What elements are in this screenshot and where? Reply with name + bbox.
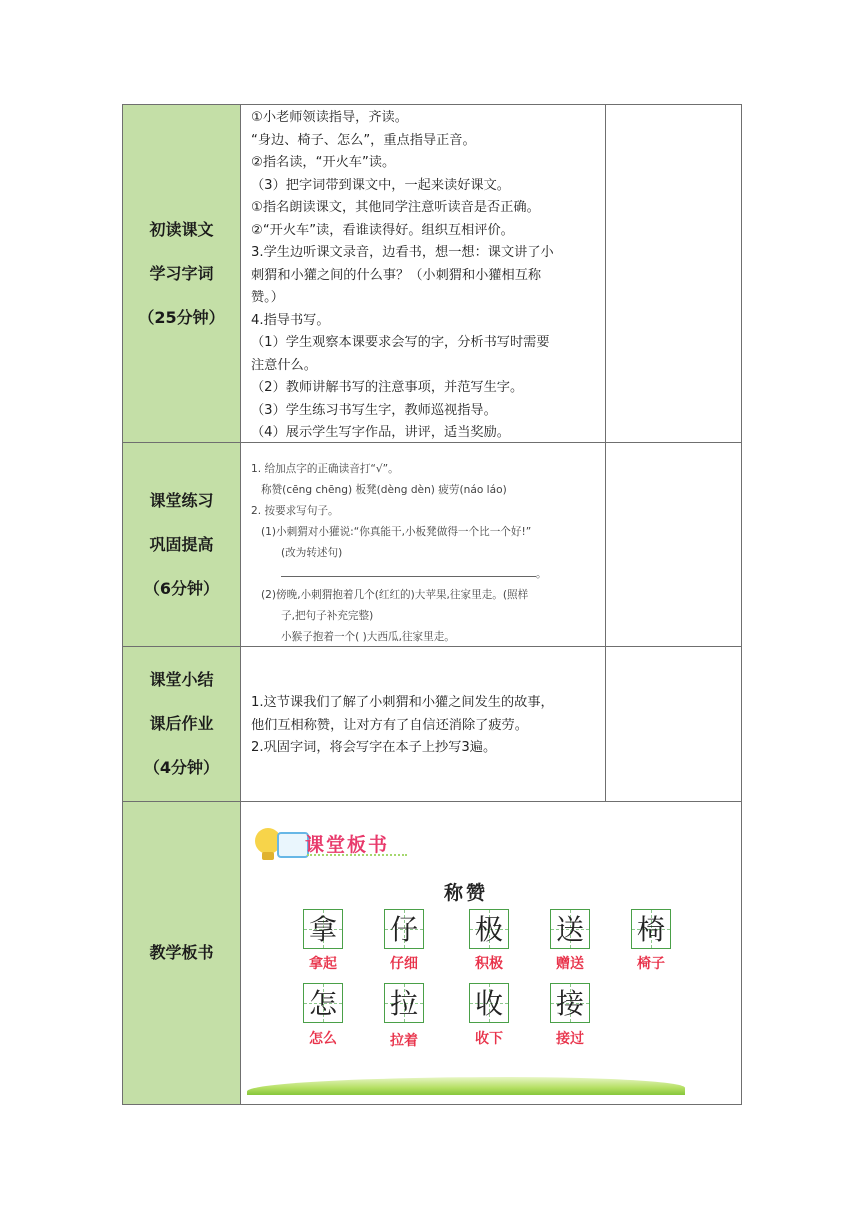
row-content	[241, 802, 741, 1104]
vocab-word: 接过	[556, 1031, 584, 1047]
exercise-question: 子,把句子补充完整)	[281, 610, 374, 622]
exercise-image	[251, 459, 547, 648]
lesson-plan-table	[122, 104, 742, 1105]
text-line: （4）展示学生写字作品，讲评，适当奖励。	[251, 425, 510, 440]
row-label	[123, 443, 241, 646]
board-title: 称赞	[443, 882, 488, 904]
exercise-question: 小猴子抱着一个( )大西瓜,往家里走。	[281, 631, 455, 643]
char-box: 极	[469, 909, 509, 949]
text-line: 注意什么。	[251, 357, 317, 373]
text-line: （3）学生练习书写生字，教师巡视指导。	[251, 402, 497, 418]
exercise-question: (1)小刺猬对小獾说:“你真能干,小板凳做得一个比一个好!”	[261, 526, 532, 538]
remark-cell	[605, 647, 741, 801]
row-content	[241, 105, 605, 442]
text-line: 他们互相称赞，让对方有了自信还消除了疲劳。	[251, 717, 528, 733]
exercise-question: 2. 按要求写句子。	[251, 505, 339, 517]
text-line: ①指名朗读课文，其他同学注意听读音是否正确。	[251, 200, 540, 215]
lightbulb-base-icon	[262, 852, 274, 860]
text-line: 4.指导书写。	[251, 312, 330, 328]
label-line: 课堂小结	[149, 670, 214, 689]
text-line: ①小老师领读指导，齐读。	[251, 110, 408, 125]
vocab-word: 积极	[475, 956, 503, 972]
label-line: 课堂练习	[149, 490, 214, 510]
char-box: 仔	[384, 909, 424, 949]
row-label	[123, 105, 241, 442]
row-content	[241, 647, 605, 801]
row-board	[123, 802, 741, 1104]
vocab-word: 怎么	[309, 1031, 337, 1047]
remark-cell	[605, 105, 741, 442]
exercise-question: 1. 给加点字的正确读音打“√”。	[251, 463, 399, 475]
label-line: 巩固提高	[149, 534, 214, 554]
row-exercise	[123, 443, 741, 647]
exercise-question: (2)傍晚,小刺猬抱着几个(红红的)大苹果,往家里走。(照样	[261, 589, 529, 601]
char-box: 收	[469, 983, 509, 1023]
remark-cell	[605, 443, 741, 646]
text-line: ②指名读，“开火车”读。	[251, 155, 396, 170]
dotted-divider	[307, 854, 407, 856]
label-line: （25分钟）	[138, 307, 225, 327]
text-line: 1.这节课我们了解了小刺猬和小獾之间发生的故事，	[251, 695, 554, 710]
vocab-word: 椅子	[637, 956, 665, 972]
char-box: 怎	[303, 983, 343, 1023]
char-box: 拿	[303, 909, 343, 949]
label-line: 教学板书	[149, 943, 214, 962]
blackboard-image	[247, 810, 685, 1095]
text-line: （3）把字词带到课文中，一起来读好课文。	[251, 177, 510, 193]
board-header: 课堂板书	[305, 834, 390, 856]
text-line: （2）教师讲解书写的注意事项，并范写生字。	[251, 380, 524, 395]
vocab-word: 收下	[475, 1031, 503, 1047]
grass-decoration	[247, 1077, 685, 1095]
vocab-word: 赠送	[556, 956, 584, 972]
char-box: 拉	[384, 983, 424, 1023]
vocab-word: 拉着	[390, 1033, 418, 1049]
text-line: 赞。）	[251, 290, 284, 305]
text-line: 2.巩固字词，将会写字在本子上抄写3遍。	[251, 740, 497, 755]
char-box: 接	[550, 983, 590, 1023]
row-summary	[123, 647, 741, 802]
label-line: 初读课文	[149, 219, 214, 239]
vocab-word: 仔细	[390, 956, 418, 972]
label-line: （6分钟）	[143, 578, 220, 598]
label-line: 课后作业	[149, 714, 214, 733]
text-line: 刺猬和小獾之间的什么事？（小刺猬和小獾相互称	[251, 267, 542, 283]
text-line: 3.学生边听课文录音，边看书，想一想：课文讲了小	[251, 245, 554, 260]
row-content	[241, 443, 605, 646]
char-box: 椅	[631, 909, 671, 949]
text-line: “身边、椅子、怎么”，重点指导正音。	[251, 132, 476, 148]
vocab-word: 拿起	[309, 956, 337, 972]
row-reading	[123, 105, 741, 443]
text-line: ②“开火车”读，看谁读得好。组织互相评价。	[251, 222, 514, 238]
answer-line: 。	[251, 564, 547, 585]
exercise-note: (改为转述句)	[281, 547, 343, 559]
row-label	[123, 802, 241, 1104]
exercise-options: 称赞(cēng chēng) 板凳(dèng dèn) 疲劳(náo láo)	[261, 484, 507, 496]
char-box: 送	[550, 909, 590, 949]
label-line: （4分钟）	[143, 758, 220, 777]
label-line: 学习字词	[149, 263, 214, 283]
row-label	[123, 647, 241, 801]
text-line: （1）学生观察本课要求会写的字，分析书写时需要	[251, 335, 550, 350]
